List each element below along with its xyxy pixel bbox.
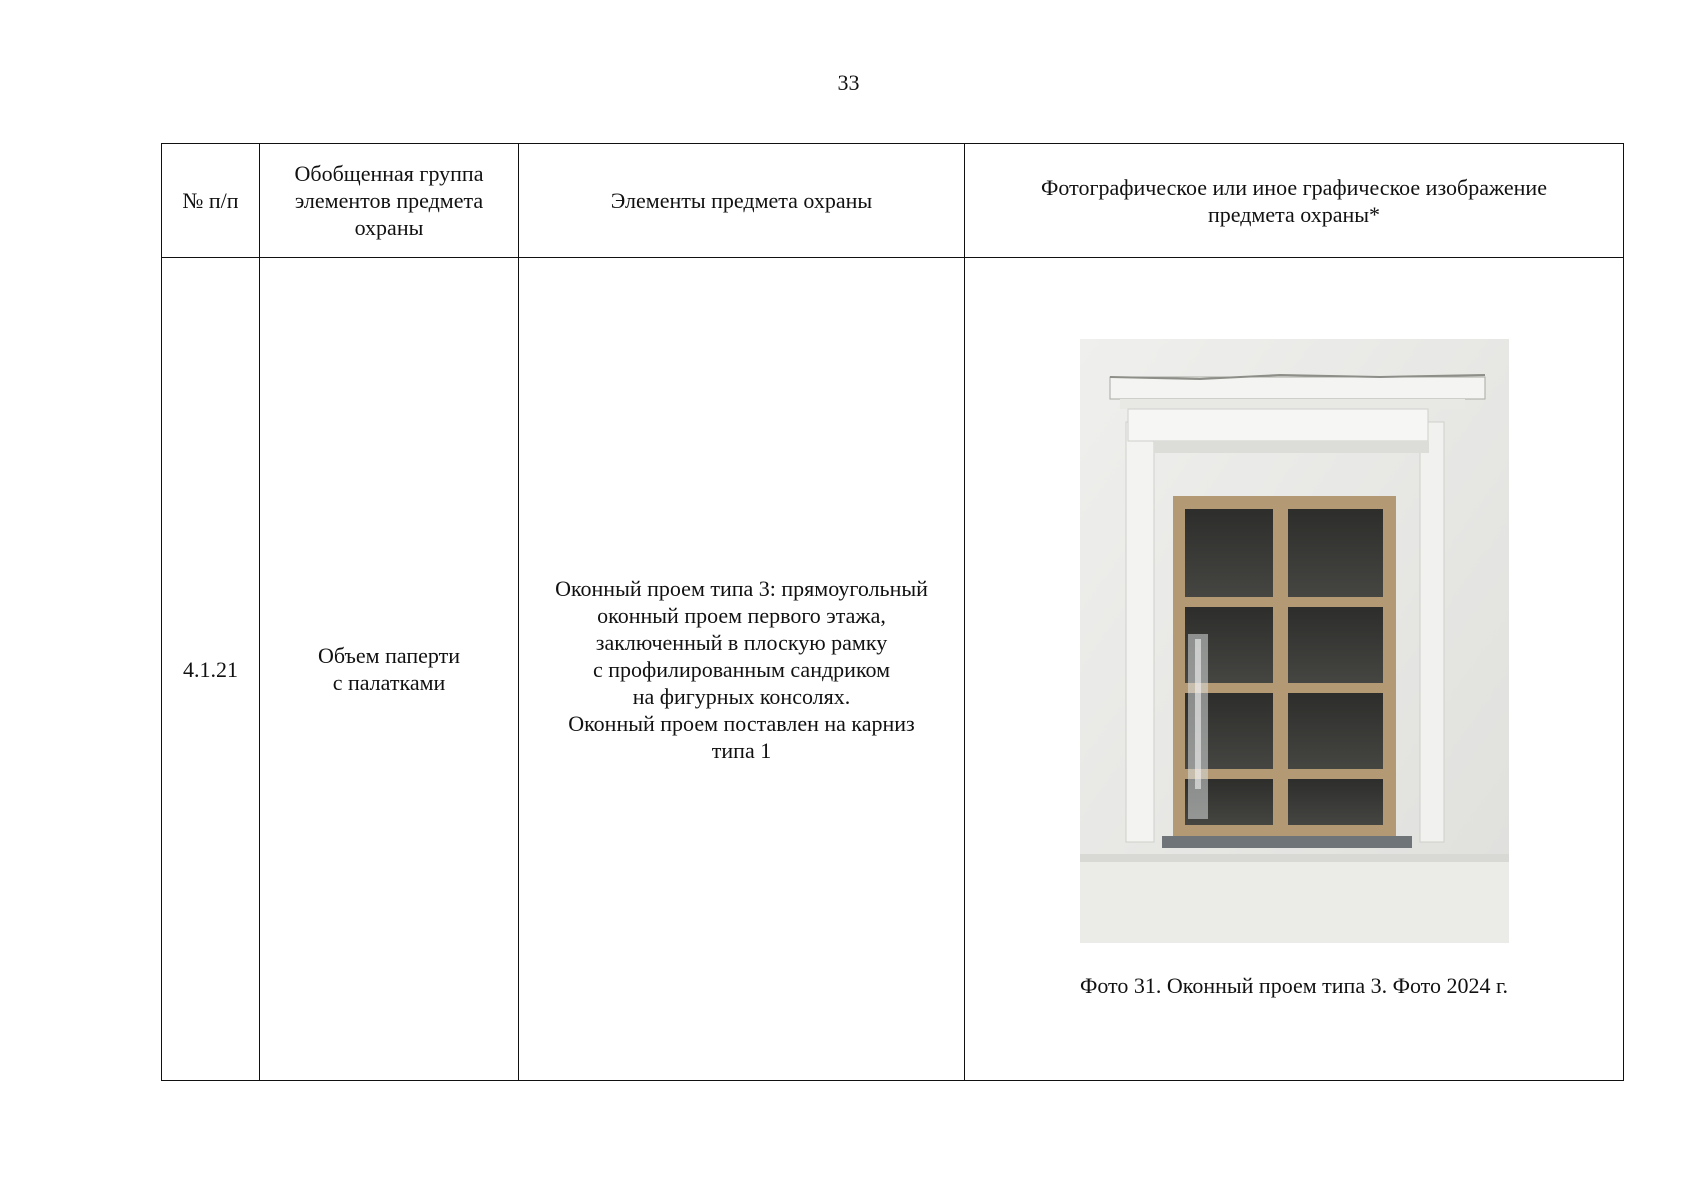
row-elements-text: Оконный проем типа 3: прямоугольный оконный проем первого этажа, заключенный в плоскую рамку с профилированным сандриком на фигурных консолях. Оконный проем поставлен на карниз типа 1 (555, 575, 928, 763)
row-group-text: Объем паперти с палатками (318, 643, 460, 695)
window-photo (1080, 339, 1509, 943)
table-row (162, 258, 1624, 1081)
page-number: 33 (837, 70, 860, 95)
row-number-text: 4.1.21 (183, 656, 238, 682)
header-group (260, 144, 519, 258)
photo-caption: Фото 31. Оконный проем типа 3. Фото 2024 г. (1079, 973, 1509, 998)
header-image-text: Фотографическое или иное графическое изображение предмета охраны* (1041, 174, 1547, 227)
header-number (162, 144, 260, 258)
cell-number (162, 258, 260, 1081)
cell-photo (965, 258, 1624, 1081)
protection-subject-table (161, 143, 1624, 1081)
header-number-text: № п/п (182, 188, 239, 213)
cell-group (260, 258, 519, 1081)
table-header-row (162, 144, 1624, 258)
header-group-text: Обобщенная группа элементов предмета охраны (294, 161, 484, 240)
header-image (965, 144, 1624, 258)
cell-elements (519, 258, 965, 1081)
header-elements-text: Элементы предмета охраны (610, 188, 873, 213)
header-elements (519, 144, 965, 258)
